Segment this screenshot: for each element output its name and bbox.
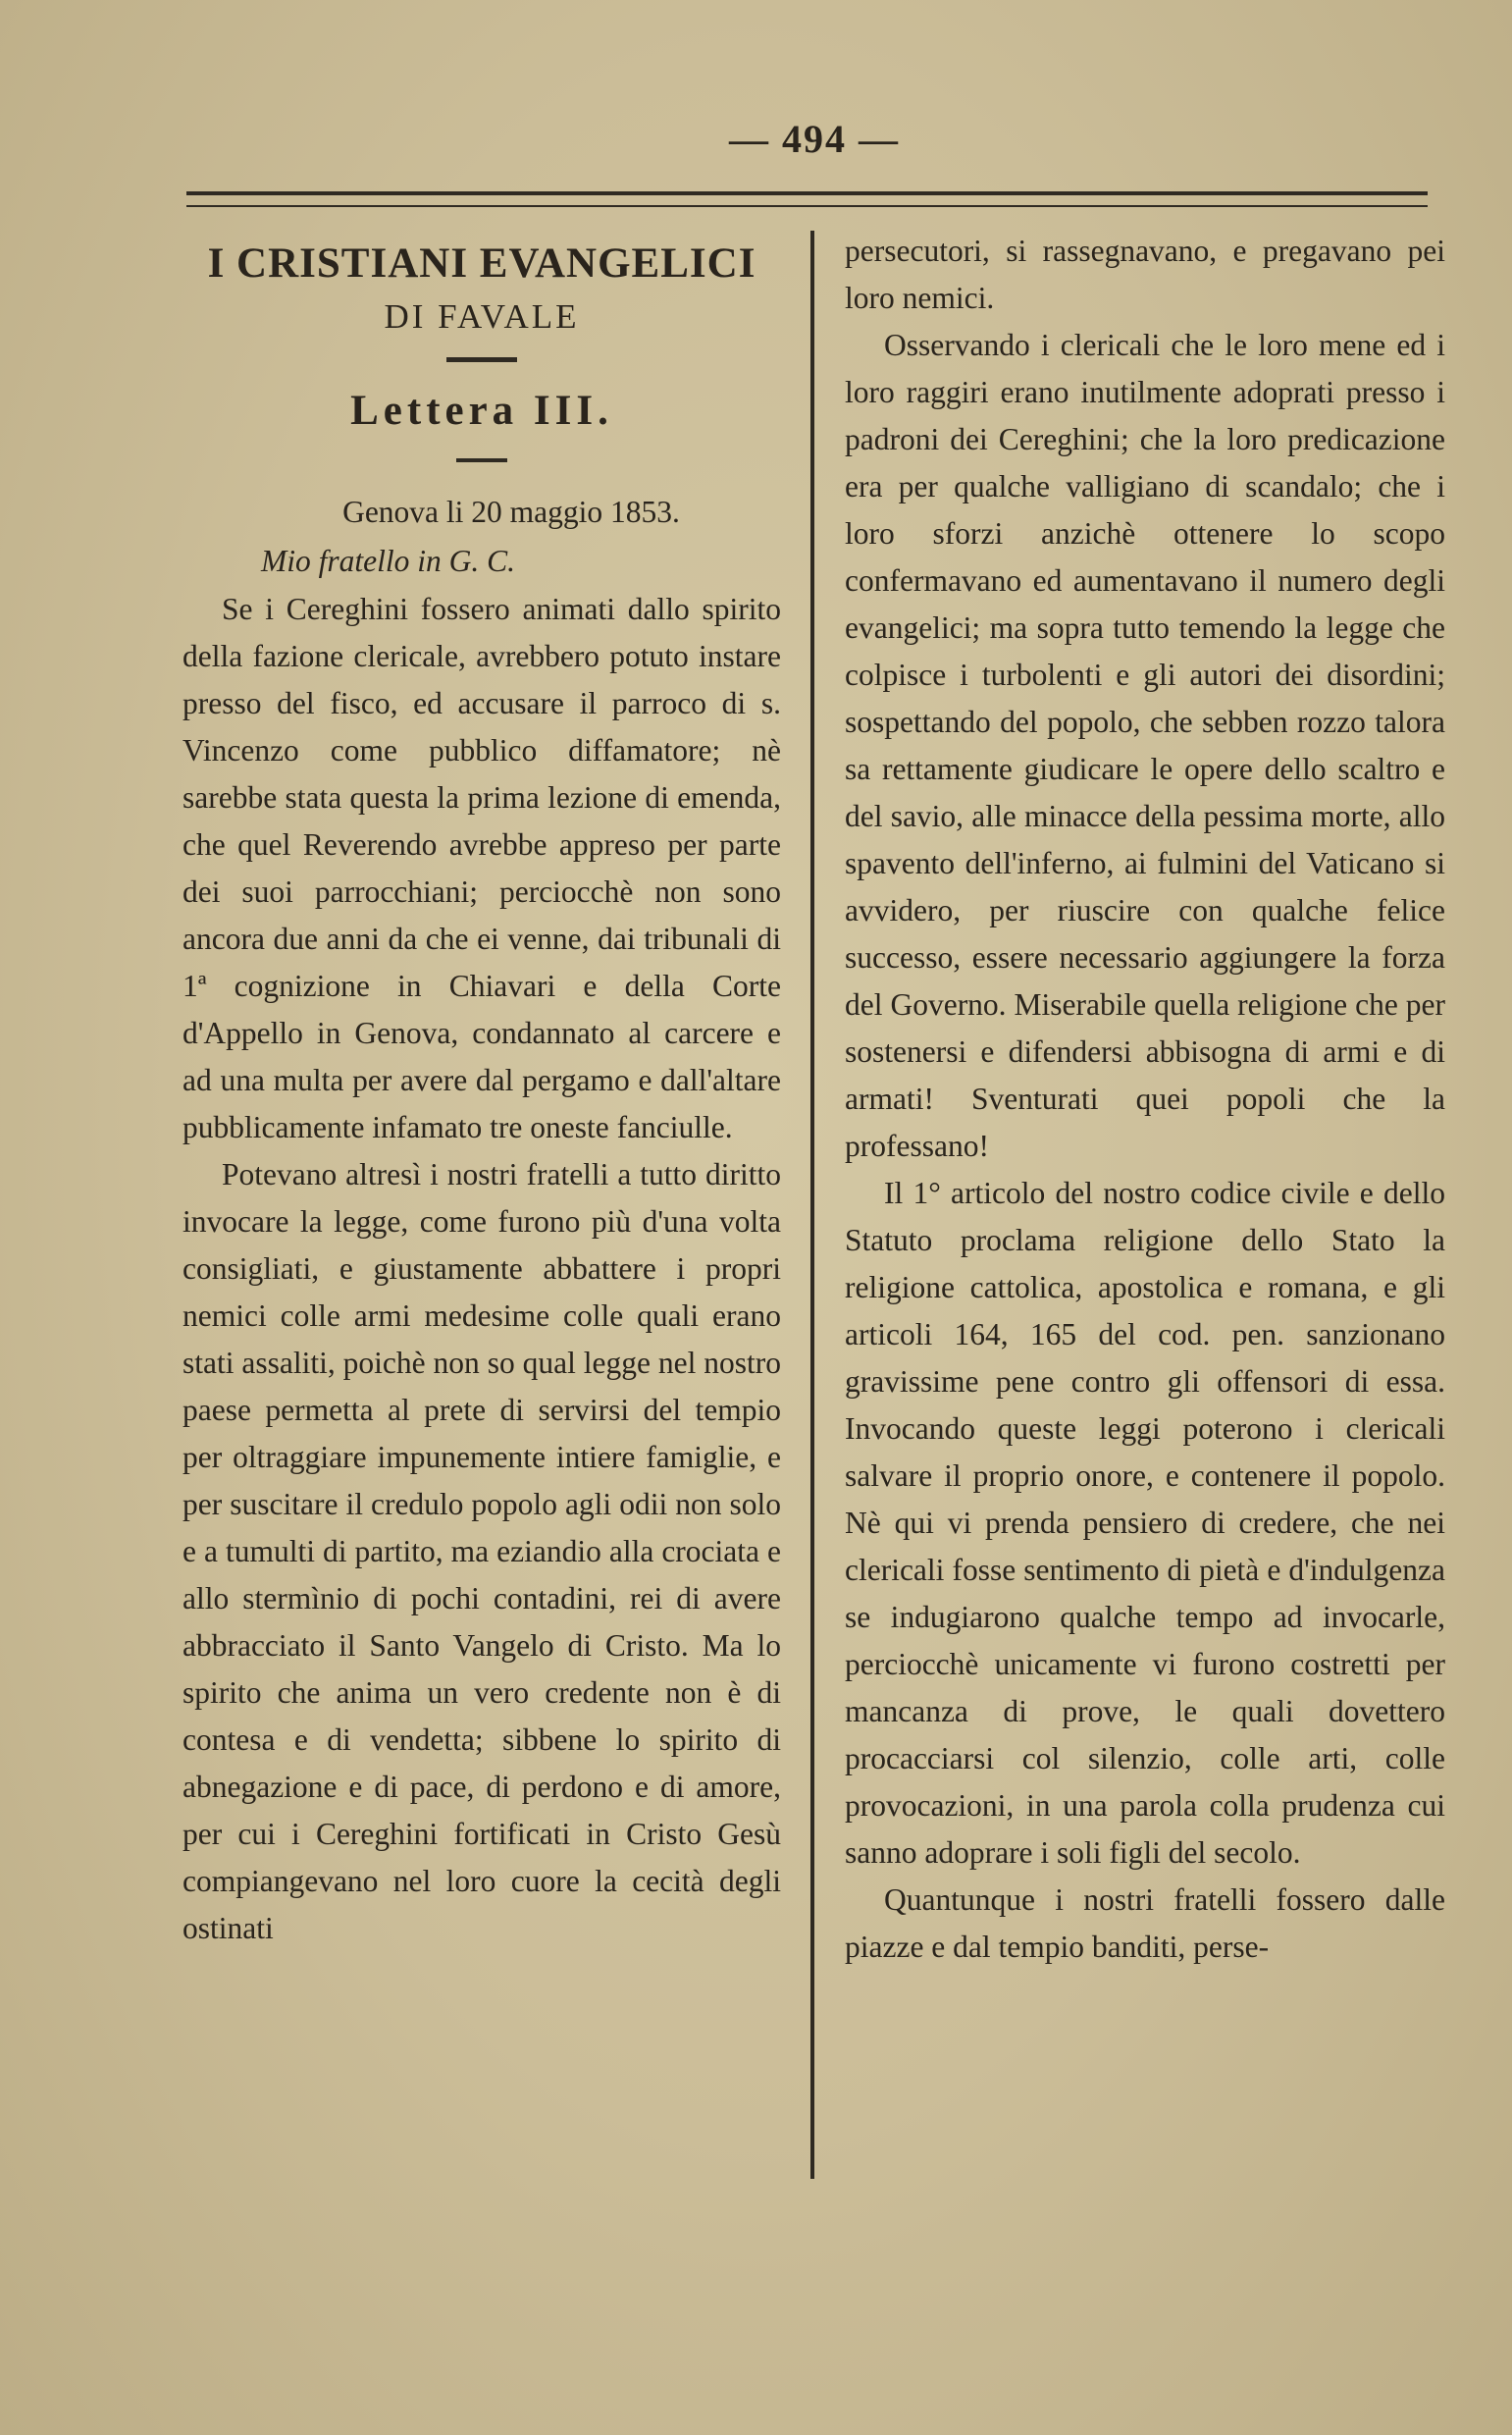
left-column <box>182 228 781 1952</box>
column-divider <box>810 231 814 2179</box>
right-column <box>845 228 1445 1971</box>
paragraph: Osservando i clericali che le loro mene ed i loro raggiri erano inutilmente adoprati presso i padroni dei Cereghini; che la loro predicazione era per qualche valligiano di scandalo; che i loro sforzi anzichè ottenere lo scopo confermavano ed aumentavano il numero degli evangelici; ma sopra tutto temendo la legge che colpisce i turbolenti e gli autori dei disordini; sospettando del popolo, che sebben rozzo talora sa rettamente giudicare le opere dello scaltro e del savio, alle minacce della pessima morte, allo spavento dell'inferno, ai fulmini del Vaticano si avvidero, per riuscire con qualche felice successo, essere necessario aggiungere la forza del Governo. Miserabile quella religione che per sostenersi e difendersi abbisogna di armi e di armati! Sventurati quei popoli che la professano! <box>845 328 1445 1163</box>
paragraph: Se i Cereghini fossero animati dallo spirito della fazione clericale, avrebbero potuto instare presso del fisco, ed accusare il parroco di s. Vincenzo come pubblico diffamatore; nè sarebbe stata questa la prima lezione di emenda, che quel Reverendo avrebbe appreso per parte dei suoi parrocchiani; perciocchè non sono ancora due anni da che ei venne, dai tribunali di 1ª cognizione in Chiavari e della Corte d'Appello in Genova, condannato al carcere e ad una multa per avere dal pergamo e dall'altare pubblicamente infamato tre oneste fanciulle. <box>182 592 781 1144</box>
paragraph: Il 1° articolo del nostro codice civile e dello Statuto proclama religione dello Stato la religione cattolica, apostolica e romana, e gli articoli 164, 165 del cod. pen. sanzionano gravissime pene contro gli offensori di essa. Invocando queste leggi poterono i clericali salvare il proprio onore, e contenere il popolo. Nè qui vi prenda pensiero di credere, che nei clericali fosse sentimento di pietà e d'indulgenza se indugiarono qualche tempo ad invocarle, perciocchè unicamente vi furono costretti per mancanza di prove, le quali dovettero procacciarsi col silenzio, colle arti, colle provocazioni, in una parola colla prudenza cui sanno adoprare i soli figli del secolo. <box>845 1176 1445 1870</box>
header-rule <box>186 191 1428 207</box>
paragraph: Potevano altresì i nostri fratelli a tutto diritto invocare la legge, come furono più d'una volta consigliati, e giustamente abbattere i propri nemici colle armi medesime colle quali erano stati assaliti, poichè non so qual legge nel nostro paese permetta al prete di servirsi del tempio per oltraggiare impunemente intiere famiglie, e per suscitare il credulo popolo agli odii non solo e a tumulti di partito, ma eziandio alla crociata e allo stermìnio di pochi contadini, rei di avere abbracciato il Santo Vangelo di Cristo. Ma lo spirito che anima un vero credente non è di contesa e di vendetta; sibbene lo spirito di abnegazione e di pace, di perdono e di amore, per cui i Cereghini fortificati in Cristo Gesù compiangevano nel loro cuore la cecità degli ostinati <box>182 1157 781 1945</box>
dateline: Genova li 20 maggio 1853. <box>342 495 680 529</box>
page-number: — 494 — <box>729 117 900 161</box>
heading-rule <box>456 458 507 462</box>
article-subtitle: DI FAVALE <box>384 297 580 336</box>
letter-heading: Lettera III. <box>350 388 613 434</box>
article-title: I CRISTIANI EVANGELICI <box>207 240 756 287</box>
paragraph: Quantunque i nostri fratelli fossero dalle piazze e dal tempio banditi, perse- <box>845 1882 1445 1964</box>
paragraph-continuation: persecutori, si rassegnavano, e pregavano pei loro nemici. <box>845 234 1445 315</box>
salutation: Mio fratello in G. C. <box>261 544 515 578</box>
title-rule <box>446 357 517 362</box>
